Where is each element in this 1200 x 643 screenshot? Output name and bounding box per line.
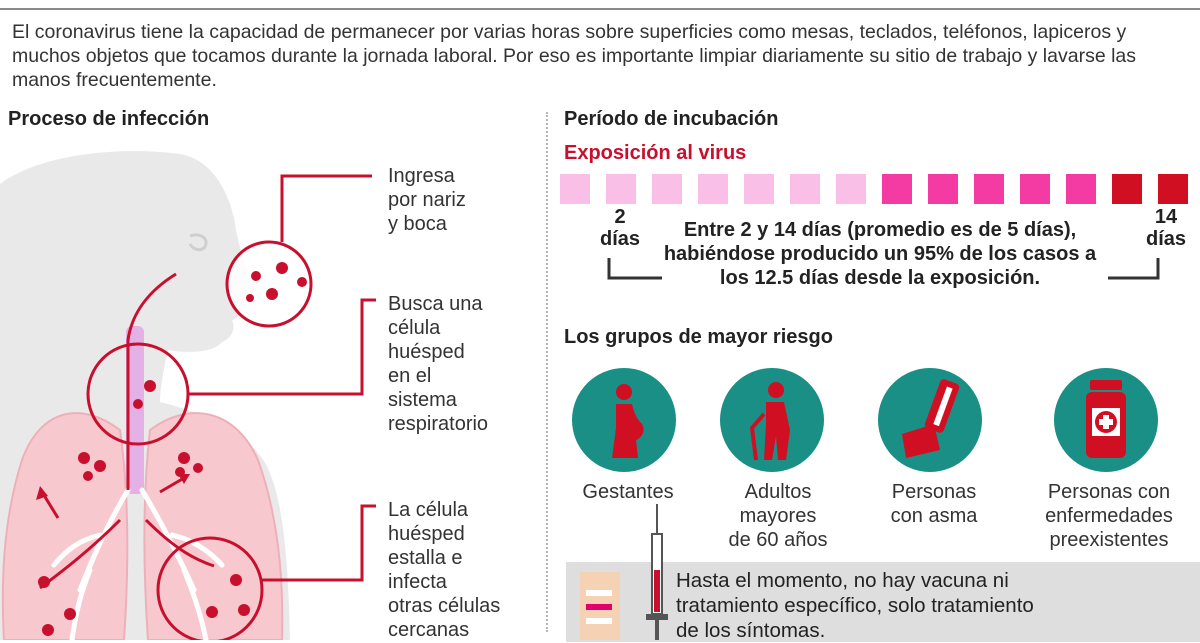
day-cell: [698, 174, 728, 204]
treatment-note-text: Hasta el momento, no hay vacuna ni tratamiento específico, solo tratamiento de los síntomas.: [676, 569, 1034, 642]
elderly-person-icon: [720, 368, 824, 472]
incubation-description: Entre 2 y 14 días (promedio es de 5 días), habiéndose producido un 95% de los casos a los 12.5 días desde la exposición.: [663, 219, 1097, 289]
group-label-asthma: Personas con asma: [890, 481, 978, 527]
day-cell: [836, 174, 866, 204]
step-cell-bursts: La célula huésped estalla e infecta otras células cercanas: [388, 499, 501, 641]
column-divider: [546, 112, 548, 632]
intro-paragraph: El coronavirus tiene la capacidad de permanecer por varias horas sobre superficies como mesas, teclados, teléfonos, lapiceros y muchos objetos que tocamos durante la jornada laboral. Por eso es importante limpiar diariamente su sitio de trabajo y lavarse las manos frecuentemente.: [12, 21, 1137, 91]
inhaler-icon: [878, 368, 982, 472]
day-cell: [606, 174, 636, 204]
group-label-preexisting: Personas con enfermedades preexistentes: [1045, 481, 1173, 551]
group-label-pregnant: Gestantes: [582, 481, 674, 503]
day-cell: [882, 174, 912, 204]
risk-groups-title: Los grupos de mayor riesgo: [564, 326, 833, 348]
day-cell: [1020, 174, 1050, 204]
top-rule: [0, 8, 1200, 10]
day-cell: [974, 174, 1004, 204]
group-label-elderly: Adultos mayores de 60 años: [728, 481, 828, 551]
infection-title: Proceso de infección: [8, 108, 210, 130]
medicine-bottle-icon: [1054, 368, 1158, 472]
day-cell: [744, 174, 774, 204]
day-cell: [652, 174, 682, 204]
day-cell: [928, 174, 958, 204]
incubation-title: Período de incubación: [564, 108, 779, 130]
day-cell: [1158, 174, 1188, 204]
respiratory-system-illustration: [0, 140, 400, 640]
step-find-host-cell: Busca una célula huésped en el sistema respiratorio: [388, 293, 489, 435]
pregnant-woman-icon: [572, 368, 676, 472]
day-cell: [790, 174, 820, 204]
vaccine-icon: [572, 500, 672, 640]
step-enter-nose-mouth: Ingresa por nariz y boca: [388, 165, 466, 235]
day-cell: [1112, 174, 1142, 204]
day-cell: [560, 174, 590, 204]
start-day-label: 2 días: [599, 206, 641, 250]
day-cell: [1066, 174, 1096, 204]
end-day-label: 14 días: [1145, 206, 1187, 250]
exposure-title: Exposición al virus: [564, 142, 747, 164]
